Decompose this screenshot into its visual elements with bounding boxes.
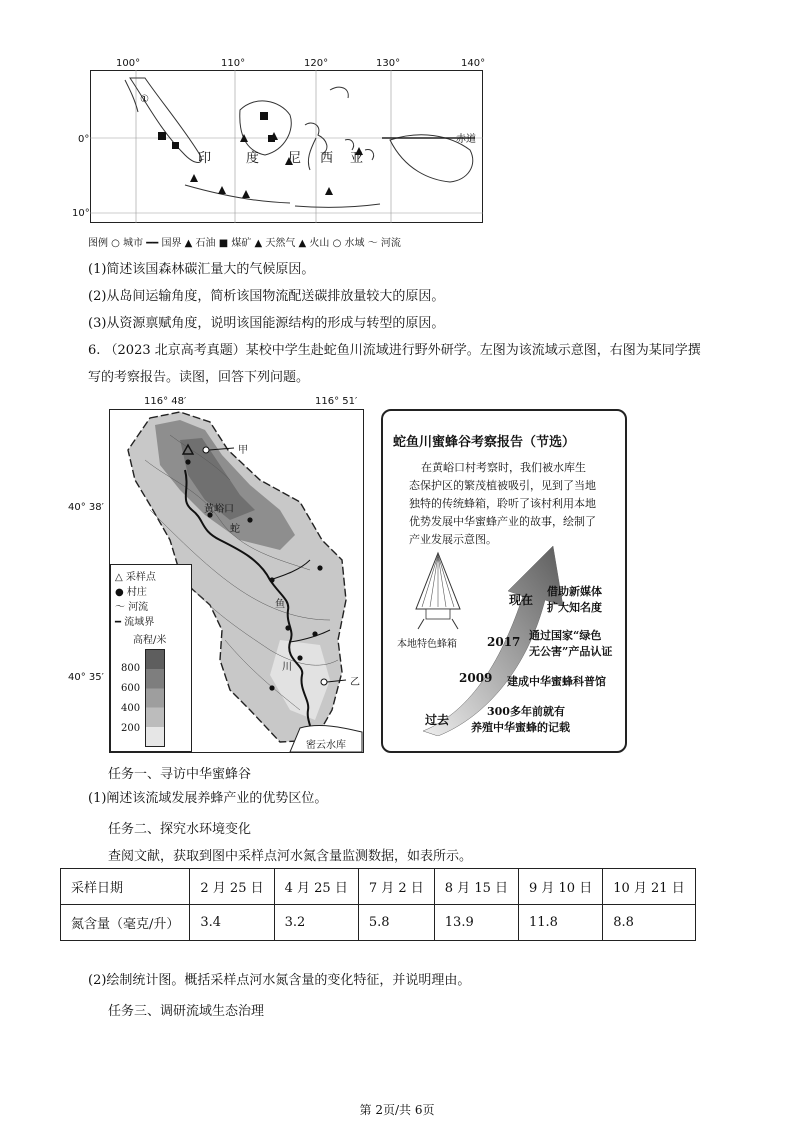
report-body-2: 态保护区的繁茂植被吸引，见到了当地 xyxy=(409,479,596,492)
question-top-1: (1)简述该国森林碳汇量大的气候原因。 xyxy=(88,262,315,277)
beehive-illustration xyxy=(408,551,468,631)
table-header-cell: 2 月 25 日 xyxy=(190,869,274,905)
legend-river: 〜 河流 xyxy=(115,602,149,613)
map2-lon-label-2: 116° 51′ xyxy=(315,396,358,407)
table-cell: 3.4 xyxy=(190,905,274,941)
label-she: 蛇 xyxy=(230,524,240,535)
report-body-4: 优势发展中华蜜蜂产业的故事，绘制了 xyxy=(409,515,596,528)
timeline-2009-text-1: 建成中华蜜蜂科普馆 xyxy=(507,675,606,688)
map2-lat-label-1: 40° 38′ xyxy=(68,502,104,513)
timeline-past-text-2: 养殖中华蜜蜂的记载 xyxy=(471,721,570,734)
report-body-1: 在黄峪口村考察时，我们被水库生 xyxy=(421,461,586,474)
table-cell: 13.9 xyxy=(434,905,518,941)
legend-boundary-label: 流域界 xyxy=(124,617,155,628)
table-header-cell: 4 月 25 日 xyxy=(274,869,358,905)
timeline-now: 现在 xyxy=(509,593,534,607)
table-row xyxy=(61,905,696,941)
legend-elevation-bar xyxy=(145,649,165,747)
legend-elev-title: 高程/米 xyxy=(133,635,167,646)
label-huangyukou: 黄峪口 xyxy=(204,504,234,515)
task-2-intro: 查阅文献，获取到图中采样点河水氮含量监测数据，如表所示。 xyxy=(108,849,473,864)
field-report xyxy=(381,409,627,753)
timeline-now-text-1: 借助新媒体 xyxy=(547,585,602,598)
page-footer: 第 2页/共 6页 xyxy=(359,1103,435,1117)
table-cell: 11.8 xyxy=(519,905,603,941)
task-1-heading: 任务一、寻访中华蜜蜂谷 xyxy=(108,767,252,782)
lat-label-0: 0° xyxy=(78,134,90,145)
table-row xyxy=(61,869,696,905)
lon-label-120: 120° xyxy=(304,58,329,69)
legend-elev-200: 200 xyxy=(121,723,141,734)
q6-line-2: 写的考察报告。读图，回答下列问题。 xyxy=(88,370,310,385)
legend-elev-800: 800 xyxy=(121,663,141,674)
legend-sample: △ 采样点 xyxy=(115,572,156,583)
lon-label-100: 100° xyxy=(116,58,141,69)
report-body-5: 产业发展示意图。 xyxy=(409,533,497,546)
table-cell: 8.8 xyxy=(603,905,695,941)
table-header-cell: 9 月 10 日 xyxy=(519,869,603,905)
report-title: 蛇鱼川蜜蜂谷考察报告（节选） xyxy=(393,435,576,450)
legend-village: ● 村庄 xyxy=(115,587,147,598)
label-yi: 乙 xyxy=(350,677,360,688)
task-2-heading: 任务二、探究水环境变化 xyxy=(108,822,252,837)
map2-lat-label-2: 40° 35′ xyxy=(68,672,104,683)
map2-legend xyxy=(110,564,192,752)
table-cell: 5.8 xyxy=(358,905,434,941)
timeline-2009: 2009 xyxy=(459,671,493,685)
question-task1: (1)阐述该流域发展养蜂产业的优势区位。 xyxy=(88,791,328,806)
task-3-heading: 任务三、调研流域生态治理 xyxy=(108,1004,265,1019)
table-header-cell: 7 月 2 日 xyxy=(358,869,434,905)
legend-elev-600: 600 xyxy=(121,683,141,694)
label-yu: 鱼 xyxy=(275,599,285,610)
map1-char-yin: 印 xyxy=(198,151,212,166)
question-task2: (2)绘制统计图。概括采样点河水氮含量的变化特征，并说明理由。 xyxy=(88,973,471,988)
timeline-now-text-2: 扩大知名度 xyxy=(547,601,602,614)
timeline-2017-text-2: 无公害”产品认证 xyxy=(529,645,613,658)
question-top-3: (3)从资源禀赋角度，说明该国能源结构的形成与转型的原因。 xyxy=(88,316,445,331)
q6-line-1: 6. （2023 北京高考真题）某校中学生赴蛇鱼川流域进行野外研学。左图为该流域示意图，右图为某同学撰 xyxy=(88,343,701,358)
label-chuan: 川 xyxy=(282,662,292,673)
timeline-2017: 2017 xyxy=(487,635,521,649)
timeline-2017-text-1: 通过国家“绿色 xyxy=(529,629,602,642)
table-cell: 氮含量（毫克/升） xyxy=(61,905,190,941)
watershed-map xyxy=(109,409,364,753)
legend-river-label: 河流 xyxy=(128,602,149,613)
indonesia-map-drawing xyxy=(90,70,483,223)
indonesia-map xyxy=(72,58,488,253)
legend-elev-400: 400 xyxy=(121,703,141,714)
map1-char-xi: 西 xyxy=(320,151,334,166)
map1-char-ya: 亚 xyxy=(350,151,364,166)
table-header-cell: 8 月 15 日 xyxy=(434,869,518,905)
lat-label-10: 10° xyxy=(72,208,90,219)
table-header-cell: 10 月 21 日 xyxy=(603,869,695,905)
timeline-past-text-1: 300多年前就有 xyxy=(487,705,565,718)
map1-numbered-label: ① xyxy=(140,94,149,105)
lon-label-110: 110° xyxy=(221,58,246,69)
legend-boundary: ━ 流域界 xyxy=(115,617,155,628)
nitrogen-table xyxy=(60,868,696,941)
lon-label-140: 140° xyxy=(461,58,486,69)
timeline-past: 过去 xyxy=(425,713,450,727)
lon-label-130: 130° xyxy=(376,58,401,69)
legend-sample-label: 采样点 xyxy=(125,572,156,583)
map1-legend: 图例 ○ 城市 ━━ 国界 ▲ 石油 ■ 煤矿 ▲ 天然气 ▲ 火山 ○ 水域 〜 河流 xyxy=(88,238,401,249)
question-top-2: (2)从岛间运输角度，简析该国物流配送碳排放量较大的原因。 xyxy=(88,289,445,304)
equator-label: 赤道 xyxy=(456,134,476,145)
label-reservoir: 密云水库 xyxy=(306,740,346,751)
hive-caption: 本地特色蜂箱 xyxy=(397,639,457,650)
report-body-3: 独特的传统蜂箱，聆听了该村利用本地 xyxy=(409,497,596,510)
table-header-cell: 采样日期 xyxy=(61,869,190,905)
map1-char-du: 度 xyxy=(246,151,260,166)
map1-char-ni: 尼 xyxy=(288,151,302,166)
table-cell: 3.2 xyxy=(274,905,358,941)
legend-village-label: 村庄 xyxy=(126,587,147,598)
label-jia: 甲 xyxy=(238,445,248,456)
map2-lon-label-1: 116° 48′ xyxy=(144,396,187,407)
